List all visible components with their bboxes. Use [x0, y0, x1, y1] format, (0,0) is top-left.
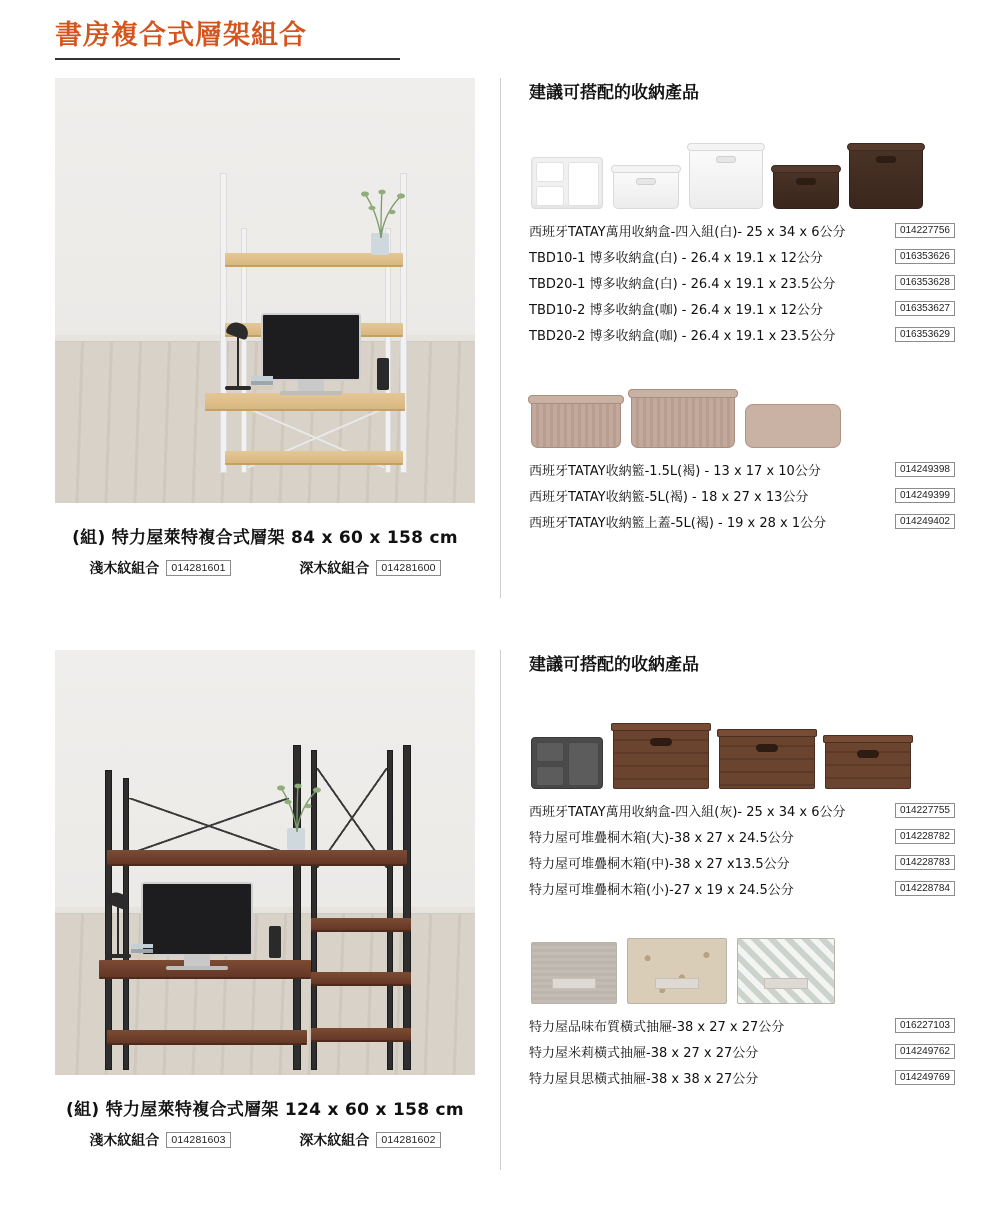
desk-speaker	[269, 926, 281, 958]
tbd20-1-bin-white-icon	[689, 147, 763, 209]
tatay-basket-5l-icon	[631, 394, 735, 448]
list-item	[529, 1042, 955, 1061]
shelf-photo-dark-wood	[55, 650, 475, 1075]
desk-lamp-base	[225, 386, 251, 390]
shelf-board-lower	[107, 1030, 307, 1043]
fabric-drawer-pattern-icon	[737, 938, 835, 1004]
list-item	[529, 827, 955, 846]
item-label: 西班牙TATAY收納籃上蓋-5L(褐) - 19 x 28 x 1公分	[529, 516, 827, 531]
product-image-strip-3	[529, 689, 955, 789]
desk-lamp-base	[105, 954, 131, 958]
monitor	[261, 313, 361, 381]
item-sku: 014249402	[895, 514, 955, 529]
item-sku: 016353628	[895, 275, 955, 290]
variant-sku: 014281600	[376, 560, 440, 576]
variant-light-wood	[89, 1130, 230, 1150]
wooden-crate-small-icon	[825, 739, 911, 789]
variant-label: 淺木紋組合	[89, 561, 160, 577]
item-sku: 014228782	[895, 829, 955, 844]
section-84-right-column	[500, 78, 955, 598]
item-sku: 014249398	[895, 462, 955, 477]
product-item-list-1	[529, 221, 955, 344]
item-sku: 014249769	[895, 1070, 955, 1085]
item-sku: 016353626	[895, 249, 955, 264]
tatay-tray-grey-icon	[531, 737, 603, 789]
tbd20-2-bin-brown-icon	[849, 147, 923, 209]
list-item	[529, 801, 955, 820]
item-label: TBD20-1 博多收納盒(白) - 26.4 x 19.1 x 23.5公分	[529, 277, 836, 292]
item-label: 特力屋米莉橫式抽屜-38 x 27 x 27公分	[529, 1046, 759, 1061]
product-image-strip-1	[529, 117, 955, 209]
shelf-board-right-2	[311, 972, 411, 984]
product-image-strip-2	[529, 370, 955, 448]
item-label: 特力屋可堆疊桐木箱(中)-38 x 27 x13.5公分	[529, 857, 790, 872]
item-label: TBD20-2 博多收納盒(咖) - 26.4 x 19.1 x 23.5公分	[529, 329, 836, 344]
item-label: 西班牙TATAY萬用收納盒-四入組(白)- 25 x 34 x 6公分	[529, 225, 846, 240]
variant-row	[55, 558, 475, 578]
list-item	[529, 486, 955, 505]
plant-leaves-icon	[351, 186, 411, 238]
monitor-base	[280, 391, 342, 395]
item-sku: 014228784	[895, 881, 955, 896]
section-84-left-column	[55, 78, 475, 578]
list-item	[529, 460, 955, 479]
item-sku: 014228783	[895, 855, 955, 870]
fabric-drawer-floral-icon	[627, 938, 727, 1004]
item-label: 特力屋品味布質橫式抽屜-38 x 27 x 27公分	[529, 1020, 785, 1035]
item-label: TBD10-1 博多收納盒(白) - 26.4 x 19.1 x 12公分	[529, 251, 823, 266]
item-label: 特力屋可堆疊桐木箱(大)-38 x 27 x 24.5公分	[529, 831, 794, 846]
item-sku: 016227103	[895, 1018, 955, 1033]
shelf-board-lower	[225, 451, 403, 463]
variant-dark-wood	[299, 1130, 440, 1150]
tatay-basket-lid-icon	[745, 404, 841, 448]
product-item-list-4	[529, 1016, 955, 1087]
item-label: 西班牙TATAY萬用收納盒-四入組(灰)- 25 x 34 x 6公分	[529, 805, 846, 820]
page-title-block	[55, 20, 475, 60]
product-caption: (組) 特力屋萊特複合式層架 124 x 60 x 158 cm	[66, 1100, 464, 1120]
shelf-board-top	[107, 850, 407, 864]
wooden-crate-large-icon	[613, 727, 709, 789]
item-sku: 014249762	[895, 1044, 955, 1059]
list-item	[529, 273, 955, 292]
shelf-post-left	[105, 770, 112, 1070]
list-item	[529, 247, 955, 266]
variant-light-wood	[89, 558, 230, 578]
item-sku: 016353627	[895, 301, 955, 316]
item-label: 特力屋貝思橫式抽屜-38 x 38 x 27公分	[529, 1072, 759, 1087]
desk-book-stack	[131, 944, 153, 959]
tbd10-2-bin-brown-icon	[773, 169, 839, 209]
list-item	[529, 1068, 955, 1087]
suggested-products-heading: 建議可搭配的收納產品	[529, 655, 699, 675]
variant-sku: 014281601	[166, 560, 230, 576]
monitor-base	[166, 966, 228, 970]
wooden-crate-medium-icon	[719, 733, 815, 789]
fabric-drawer-grey-icon	[531, 942, 617, 1004]
shelf-board-right-3	[311, 1028, 411, 1040]
tatay-tray-white-icon	[531, 157, 603, 209]
item-label: 西班牙TATAY收納籃-5L(褐) - 18 x 27 x 13公分	[529, 490, 809, 505]
item-label: 西班牙TATAY收納籃-1.5L(褐) - 13 x 17 x 10公分	[529, 464, 821, 479]
list-item	[529, 1016, 955, 1035]
shelf-board-desk	[205, 393, 405, 409]
page-title: 書房複合式層架組合	[55, 20, 307, 51]
list-item	[529, 512, 955, 531]
variant-sku: 014281602	[376, 1132, 440, 1148]
plant-leaves-icon	[267, 780, 327, 832]
shelf-post-right	[403, 745, 411, 1070]
section-124-right-column	[500, 650, 955, 1170]
item-label: TBD10-2 博多收納盒(咖) - 26.4 x 19.1 x 12公分	[529, 303, 823, 318]
tatay-basket-1-5l-icon	[531, 400, 621, 448]
tbd10-1-bin-white-icon	[613, 169, 679, 209]
variant-sku: 014281603	[166, 1132, 230, 1148]
variant-label: 深木紋組合	[299, 1133, 370, 1149]
title-divider	[55, 58, 400, 60]
item-sku: 014227755	[895, 803, 955, 818]
list-item	[529, 221, 955, 240]
product-image-strip-4	[529, 924, 955, 1004]
product-caption: (組) 特力屋萊特複合式層架 84 x 60 x 158 cm	[72, 528, 458, 548]
shelf-photo-light-wood	[55, 78, 475, 503]
variant-label: 深木紋組合	[299, 561, 370, 577]
item-sku: 014249399	[895, 488, 955, 503]
list-item	[529, 299, 955, 318]
item-sku: 016353629	[895, 327, 955, 342]
product-item-list-3	[529, 801, 955, 898]
variant-dark-wood	[299, 558, 440, 578]
product-item-list-2	[529, 460, 955, 531]
desk-book-stack	[251, 376, 273, 391]
list-item	[529, 853, 955, 872]
item-sku: 014227756	[895, 223, 955, 238]
shelf-cross-brace-left	[129, 798, 289, 854]
monitor	[141, 882, 253, 956]
suggested-products-heading: 建議可搭配的收納產品	[529, 83, 699, 103]
item-label: 特力屋可堆疊桐木箱(小)-27 x 19 x 24.5公分	[529, 883, 794, 898]
shelf-post-right-inner	[387, 750, 393, 1070]
list-item	[529, 325, 955, 344]
desk-speaker	[377, 358, 389, 390]
variant-row	[55, 1130, 475, 1150]
shelf-board-right-1	[311, 918, 411, 930]
section-124-left-column	[55, 650, 475, 1150]
list-item	[529, 879, 955, 898]
variant-label: 淺木紋組合	[89, 1133, 160, 1149]
